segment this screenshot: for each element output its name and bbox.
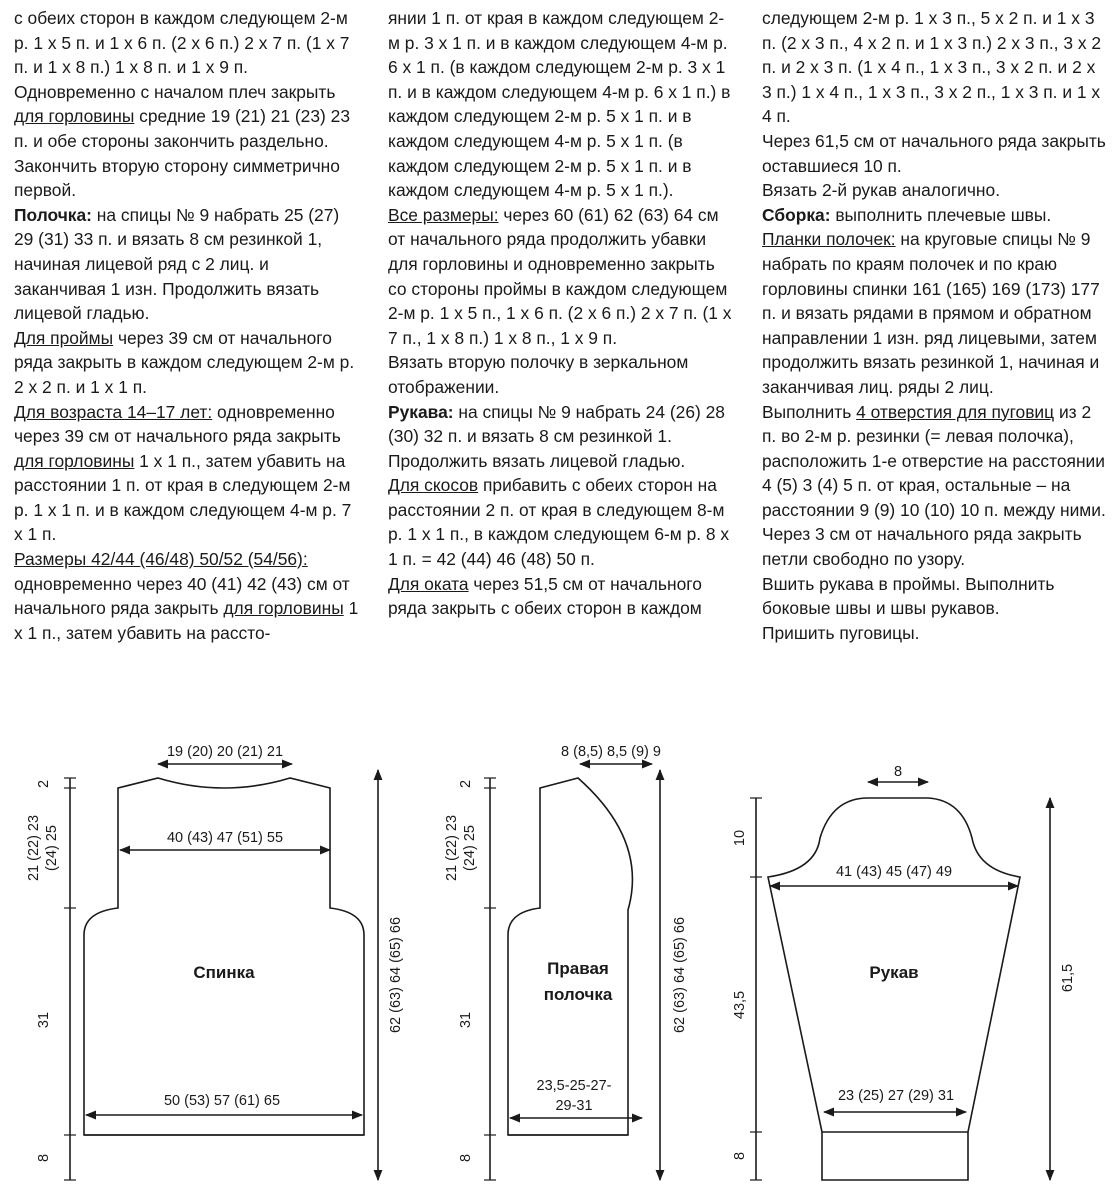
back-neck-value: 19 (20) 20 (21) 21 <box>166 744 284 760</box>
paragraph: Планки полочек: на круговые спицы № 9 набрать по краям полочек и по краю горловины спинки 161 (165) 169 (173) 177 п. и вязать рядами в прямом и обратном направлении 1 изн. ряд лицевыми, затем продолжить вязать резинкой 1, начиная и заканчивая лиц. ряды 2 лиц. <box>762 229 1100 397</box>
back-shoulder-depth-value: 2 <box>36 779 52 789</box>
sleeve-rib-value: 8 <box>732 1151 748 1161</box>
front-hem-value-line-2: 29-31 <box>555 1098 593 1114</box>
sleeve-cuff-width-value: 23 (25) 27 (29) 31 <box>837 1088 955 1104</box>
paragraph: Вязать вторую полочку в зеркальном отображении. <box>388 352 689 397</box>
paragraph: Для проймы через 39 см от начального ряда закрыть в каждом следующем 2-м р. 2 х 2 п. и 1 х 1 п. <box>14 327 355 397</box>
paragraph: Пришить пуговицы. <box>762 622 920 643</box>
paragraph: Через 3 см от начального ряда закрыть петли свободно по узору. <box>762 524 1082 570</box>
paragraph: Вязать 2-й рукав аналогично. <box>762 180 1001 201</box>
front-body-value: 31 <box>458 1011 474 1029</box>
back-chest-value: 40 (43) 47 (51) 55 <box>166 830 284 846</box>
paragraph: Вшить рукава в проймы. Выполнить боковые швы и швы рукавов. <box>762 573 1055 619</box>
back-rib-value: 8 <box>36 1153 52 1163</box>
back-body-value: 31 <box>36 1011 52 1029</box>
back-total-height-value: 62 (63) 64 (65) 66 <box>388 916 404 1034</box>
sleeves-heading-paragraph: Рукава: на спицы № 9 набрать 24 (26) 28 (30) 32 п. и вязать 8 см резинкой 1. Продолжить вязать лицевой гладью. <box>388 401 725 471</box>
text-column-2 <box>388 6 733 621</box>
sleeve-total-height-value: 61,5 <box>1060 963 1076 993</box>
front-armhole-value-2: (24) 25 <box>462 825 478 871</box>
text-column-1 <box>14 6 359 645</box>
paragraph: следующем 2-м р. 1 х 3 п., 5 х 2 п. и 1 х 3 п. (2 х 3 п., 4 х 2 п. и 1 х 3 п.) 2 х 3 п., 3 х 2 п. и 2 х 3 п. (1 х 4 п., 1 х 3 п., 3 х 2 п. и 2 х 3 п.) 1 х 4 п., 1 х 3 п., 3 х 2 п., 1 х 3 п. и 1 х 4 п. <box>762 8 1102 127</box>
paragraph: Для скосов прибавить с обеих сторон на расстоянии 2 п. от края в следующем 8-м р. 1 х 1 п., в каждом следующем 6-м р. 8 х 1 п. = 42 (44) 46 (48) 50 п. <box>388 475 730 570</box>
front-label-line-1: Правая <box>547 959 609 978</box>
paragraph: Выполнить 4 отверстия для пуговиц из 2 п. во 2-м р. резинки (= левая полочка), расположить 1-е отверстие на расстоянии 4 (5) 3 (4) 5 п. от края, остальные – на расстоянии 9 (9) 10 (10) 10 п. между ними. <box>762 401 1106 520</box>
assembly-heading-paragraph: Сборка: выполнить плечевые швы. <box>762 204 1052 225</box>
sleeve-upper-width-value: 41 (43) 45 (47) 49 <box>835 864 953 880</box>
paragraph: Все размеры: через 60 (61) 62 (63) 64 см от начального ряда продолжить убавки для горловины и одновременно закрыть со стороны проймы в каждом следующем 2-м р. 1 х 5 п., 1 х 6 п. (2 х 6 п.) 2 х 7 п. (1 х 7 п., 1 х 8 п.) 1 х 8 п., 1 х 9 п. <box>388 204 732 348</box>
paragraph: Для возраста 14–17 лет: одновременно через 39 см от начального ряда закрыть для горловины 1 х 1 п., затем убавить на расстоянии 1 п. от края в следующем 2-м р. 1 х 1 п. и в каждом следующем 4-м р. 7 х 1 п. <box>14 401 352 545</box>
front-total-height-value: 62 (63) 64 (65) 66 <box>672 916 688 1034</box>
sleeve-outline <box>768 798 1020 1180</box>
sleeve-label: Рукав <box>869 963 919 982</box>
front-heading-paragraph: Полочка: на спицы № 9 набрать 25 (27) 29 (31) 33 п. и вязать 8 см резинкой 1, начиная лицевой ряд с 2 лиц. и заканчивая 1 изн. Продолжить вязать лицевой гладью. <box>14 204 340 324</box>
paragraph: Одновременно с началом плеч закрыть для горловины средние 19 (21) 21 (23) 23 п. и обе стороны закончить раздельно. <box>14 81 350 151</box>
sleeve-cap-height-value: 10 <box>732 829 748 847</box>
paragraph: Размеры 42/44 (46/48) 50/52 (54/56): одновременно через 40 (41) 42 (43) см от начального ряда закрыть для горловины 1 х 1 п., затем убавить на рассто- <box>14 549 359 643</box>
front-hem-value-line-1: 23,5-25-27- <box>536 1078 612 1094</box>
front-shoulder-depth-value: 2 <box>458 779 474 789</box>
paragraph: янии 1 п. от края в каждом следующем 2-м р. 3 х 1 п. и в каждом следующем 4-м р. 6 х 1 п. (в каждом следующем 2-м р. 3 х 1 п. и в каждом следующем 4-м р. 6 х 1 п.) в каждом следующем 2-м р. 5 х 1 п. и в каждом следующем 4-м р. 5 х 1 п. (в каждом следующем 2-м р. 5 х 1 п. и в каждом следующем 4-м р. 5 х 1 п.). <box>388 8 731 201</box>
text-column-3 <box>762 6 1107 645</box>
back-hem-value: 50 (53) 57 (61) 65 <box>163 1093 281 1109</box>
section-heading: Полочка: <box>14 204 92 225</box>
back-armhole-value: 21 (22) 23 <box>26 814 42 882</box>
paragraph: с обеих сторон в каждом следующем 2-м р. 1 х 5 п. и 1 х 6 п. (2 х 6 п.) 2 х 7 п. (1 х 7 п. и 1 х 8 п.) 1 х 8 п. и 1 х 9 п. <box>14 8 350 78</box>
front-label-line-2: полочка <box>543 985 613 1004</box>
front-rib-value: 8 <box>458 1153 474 1163</box>
front-shoulder-value: 8 (8,5) 8,5 (9) 9 <box>561 744 661 760</box>
sleeve-length-value: 43,5 <box>732 990 748 1020</box>
pattern-schematics <box>0 720 1117 1200</box>
sleeve-cap-top-value: 8 <box>893 764 903 780</box>
back-armhole-value-2: (24) 25 <box>44 825 60 871</box>
paragraph: Для оката через 51,5 см от начального ряда закрыть с обеих сторон в каждом <box>388 573 702 619</box>
section-heading: Рукава: <box>388 401 454 422</box>
paragraph: Закончить вторую сторону симметрично первой. <box>14 155 340 201</box>
section-heading: Сборка: <box>762 204 831 225</box>
back-label: Спинка <box>193 963 255 982</box>
front-armhole-value: 21 (22) 23 <box>444 814 460 882</box>
paragraph: Через 61,5 см от начального ряда закрыть оставшиеся 10 п. <box>762 130 1106 176</box>
